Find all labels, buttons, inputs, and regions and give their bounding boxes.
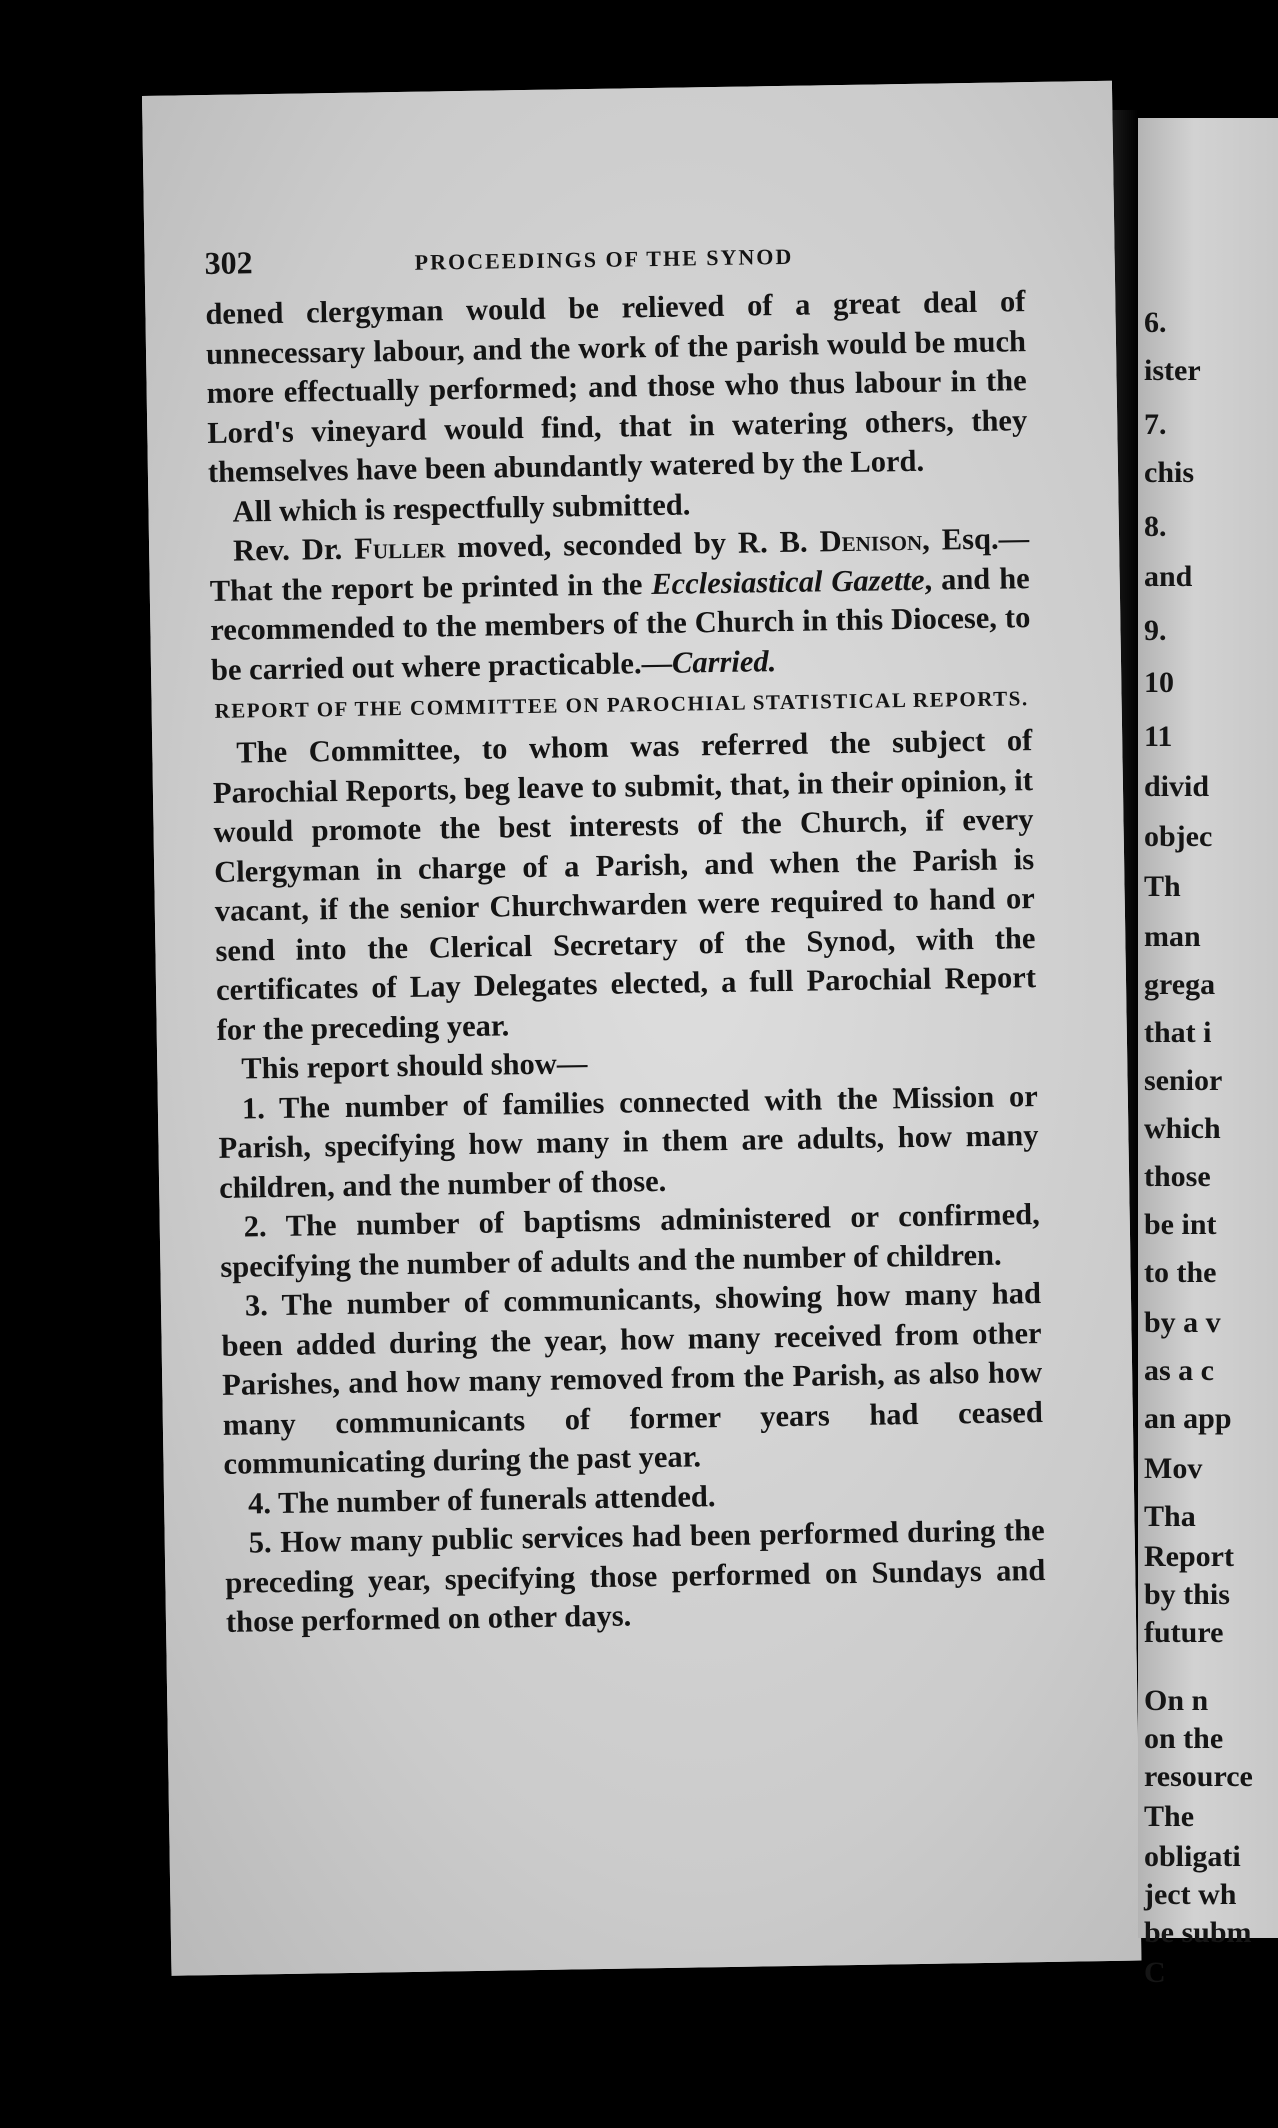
adjacent-fragment: man <box>1144 920 1201 953</box>
adjacent-fragment: ject wh <box>1144 1878 1237 1911</box>
adjacent-fragment: senior <box>1144 1064 1223 1097</box>
motion-text-d: , and he recommended to the members of the Church in this Diocese, to be carried out where practicable.— <box>210 560 1031 687</box>
list-item: 5. How many public services had been performed during the preceding year, specifying those performed on Sundays and those performed on other days. <box>225 1513 1046 1639</box>
adjacent-fragment: an app <box>1144 1402 1232 1435</box>
paragraph-continuation: dened clergyman would be relieved of a great deal of unnecessary labour, and the work of the parish would be much more effectually performed; and those who thus labour in the Lord's vineyard would find, that in watering others, they themselves have been abundantly watered by the Lord. <box>205 284 1028 490</box>
adjacent-fragment: 9. <box>1144 614 1167 647</box>
motion-result: Carried. <box>671 643 777 680</box>
list-item: 2. The number of baptisms administered or confirmed, specifying the number of adults and the number of children. <box>220 1197 1040 1284</box>
adjacent-fragment: Report <box>1144 1540 1234 1573</box>
page-content <box>204 232 1046 1642</box>
adjacent-fragment: ister <box>1144 354 1201 387</box>
publication-name: Ecclesiastical Gazette <box>651 562 925 601</box>
adjacent-fragment: and <box>1144 560 1193 593</box>
adjacent-fragment: objec <box>1144 820 1213 853</box>
adjacent-fragment: chis <box>1144 456 1195 489</box>
list-item: 4. The number of funerals attended. <box>247 1478 716 1521</box>
adjacent-fragment: 6. <box>1144 306 1167 339</box>
paragraph-motion <box>209 519 1031 690</box>
adjacent-fragment: to the <box>1144 1256 1217 1289</box>
seconder-name: Denison <box>819 522 923 559</box>
paragraph-submission: All which is respectfully submitted. <box>232 486 691 529</box>
adjacent-fragment: as a c <box>1144 1354 1214 1387</box>
section-heading: REPORT OF THE COMMITTEE ON PAROCHIAL STATISTICAL REPORTS. <box>214 686 1029 723</box>
adjacent-fragment: 11 <box>1144 720 1173 753</box>
adjacent-page-strip <box>1138 118 1278 1989</box>
adjacent-fragment: be subm <box>1144 1916 1252 1949</box>
motion-text-a: Rev. Dr. <box>232 531 355 568</box>
adjacent-fragment: Th <box>1144 870 1181 903</box>
motion-text-c: , Esq.—That the report be printed in the <box>209 521 1030 608</box>
running-head <box>204 232 1025 291</box>
adjacent-fragment: be int <box>1144 1208 1217 1241</box>
adjacent-fragment: that i <box>1144 1016 1212 1049</box>
book-page <box>142 81 1141 1976</box>
adjacent-fragment: by this <box>1144 1578 1230 1611</box>
adjacent-fragment: divid <box>1144 770 1210 803</box>
adjacent-fragment: C <box>1144 1956 1166 1989</box>
adjacent-fragment: 7. <box>1144 408 1167 441</box>
list-item: 3. The number of communicants, showing how many had been added during the year, how many received from other Parishes, and how many removed from the Parish, as also how many communicants of former years had ceased communicating during the past year. <box>221 1276 1044 1481</box>
adjacent-fragment: The <box>1144 1800 1195 1833</box>
adjacent-fragment: on the <box>1144 1722 1224 1755</box>
page-number: 302 <box>204 244 253 282</box>
motion-text-b: moved, seconded by R. B. <box>444 524 820 565</box>
adjacent-fragment: On n <box>1144 1684 1209 1717</box>
list-item: 1. The number of families connected with the Mission or Parish, specifying how many in them are adults, how many children, and the number of those. <box>218 1078 1039 1205</box>
running-title: PROCEEDINGS OF THE SYNOD <box>414 243 794 275</box>
adjacent-fragment: grega <box>1144 968 1216 1001</box>
adjacent-fragment: future <box>1144 1616 1224 1649</box>
adjacent-fragment: which <box>1144 1112 1221 1145</box>
adjacent-fragment: by a v <box>1144 1306 1221 1339</box>
adjacent-fragment: 10 <box>1144 666 1174 699</box>
body-text <box>205 282 1046 1642</box>
adjacent-fragment: Mov <box>1144 1452 1203 1485</box>
adjacent-fragment: 8. <box>1144 510 1167 543</box>
adjacent-fragment: obligati <box>1144 1840 1241 1873</box>
adjacent-fragment: Tha <box>1144 1500 1196 1533</box>
adjacent-fragment: those <box>1144 1160 1211 1193</box>
report-lead: This report should show— <box>241 1046 588 1086</box>
adjacent-fragment: resource <box>1144 1760 1253 1793</box>
mover-name: Fuller <box>353 530 446 566</box>
report-intro: The Committee, to whom was referred the subject of Parochial Reports, beg leave to submit, that, in their opinion, it would promote the best interests of the Church, if every Clergyman in charge of a Parish, and when the Parish is vacant, if the senior Churchwarden were required to hand or send into the Clerical Secretary of the Synod, with the certificates of Lay Delegates elected, a full Parochial Report for the preceding year. <box>212 723 1037 1047</box>
